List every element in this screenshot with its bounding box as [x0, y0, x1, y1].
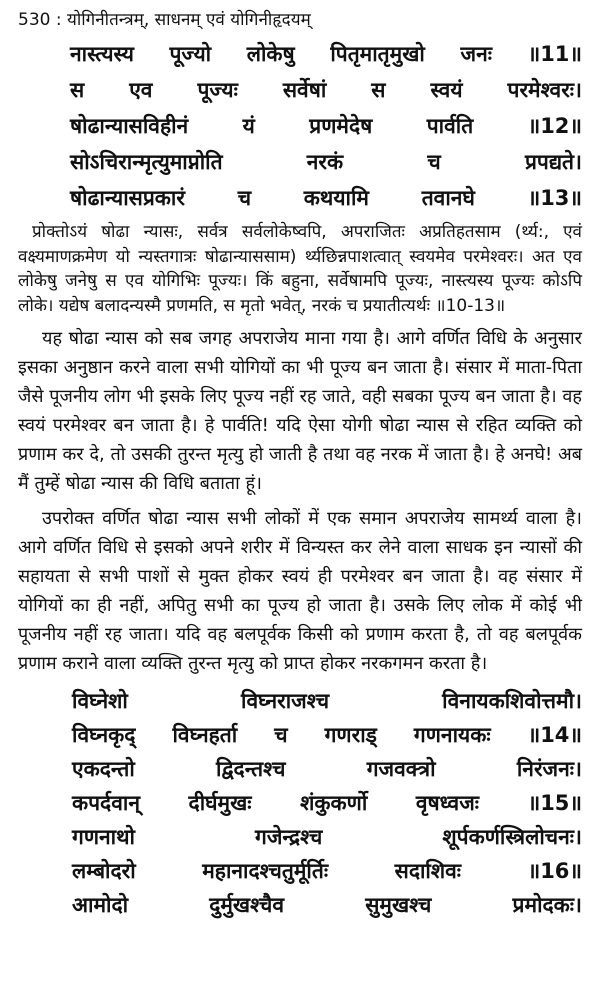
verse-line: स एव पूज्यः सर्वेषां स स्वयं परमेश्वरः। [70, 78, 582, 102]
header-separator: : [55, 10, 67, 30]
verse-line: एकदन्तो द्विदन्तश्च गजवक्त्रो निरंजनः। [72, 757, 582, 781]
verse-line: सोऽचिरान्मृत्युमाप्नोति नरकं च प्रपद्यते। [70, 150, 582, 174]
verse-block-bottom [18, 684, 582, 922]
verse-line: गणनाथो गजेन्द्रश्च शूर्पकर्णस्त्रिलोचनः। [72, 825, 582, 849]
book-title: योगिनीतन्त्रम्, साधनम् एवं योगिनीहृदयम् [67, 10, 311, 30]
page-number: 530 [18, 10, 51, 30]
verse-line: विघ्नकृद् विघ्नहर्ता च गणराड् गणनायकः ॥14॥ [72, 723, 582, 747]
verse-line: षोढान्यासप्रकारं च कथयामि तवानघे ॥13॥ [70, 186, 582, 210]
verse-block-top [18, 36, 582, 216]
hindi-paragraph: उपरोक्त वर्णित षोढा न्यास सभी लोकों में एक समान अपराजेय सामर्थ्य वाला है। आगे वर्णित विधि से इसको अपने शरीर में विन्यस्त कर लेने वाला साधक इन न्यासों की सहायता से सभी पाशों से मुक्त होकर स्वयं ही परमेश्वर बन जाता है। वह संसार में योगियों का ही नहीं, अपितु सभी का पूज्य हो जाता है। उसके लिए लोक में कोई भी पूजनीय नहीं रह जाता। यदि वह बलपूर्वक किसी को प्रणाम करता है, तो वह बलपूर्वक प्रणाम कराने वाला व्यक्ति तुरन्त मृत्यु को प्राप्त होकर नरकगमन करता है। [18, 508, 582, 674]
verse-line: विघ्नेशो विघ्नराजश्च विनायकशिवोत्तमौ। [72, 689, 582, 713]
hindi-paragraph: यह षोढा न्यास को सब जगह अपराजेय माना गया है। आगे वर्णित विधि के अनुसार इसका अनुष्ठान करने वाला सभी योगियों का भी पूज्य बन जाता है। संसार में माता-पिता जैसे पूजनीय लोग भी इसके लिए पूज्य नहीं रह जाते, वही सबका पूज्य बन जाता है। वह स्वयं परमेश्वर बन जाता है। हे पार्वति! यदि ऐसा योगी षोढा न्यास से रहित व्यक्ति को प्रणाम कर दे, तो उसकी तुरन्त मृत्यु हो जाती है तथा वह नरक में जाता है। हे अनघे! अब मैं तुम्हें षोढा न्यास की विधि बताता हूं। [18, 328, 582, 494]
sanskrit-commentary: प्रोक्तोऽयं षोढा न्यासः, सर्वत्र सर्वलोकेष्वपि, अपराजितः अप्रतिहतसाम (र्थ्य:, एवं वक्ष्यमाणक्रमेण यो न्यस्तगात्रः षोढान्याससाम) र्थ्यछिन्नपाशत्वात् स्वयमेव परमेश्वरः। अत एव लोकेषु जनेषु स एव योगिभिः पूज्यः। किं बहुना, सर्वेषामपि पूज्यः, नास्त्यस्य पूज्यः कोऽपि लोके। यद्येष बलादन्यस्मै प्रणमति, स मृतो भवेत्, नरकं च प्रयातीत्यर्थः ॥10-13॥ [18, 222, 582, 316]
verse-line: नास्त्यस्य पूज्यो लोकेषु पितृमातृमुखो जनः ॥11॥ [70, 42, 582, 66]
verse-line: आमोदो दुर्मुखश्चैव सुमुखश्च प्रमोदकः। [72, 893, 582, 917]
verse-line: षोढान्यासविहीनं यं प्रणमेदेष पार्वति ॥12॥ [70, 114, 582, 138]
verse-line: कपर्दवान् दीर्घमुखः शंकुकर्णो वृषध्वजः ॥15॥ [72, 791, 582, 815]
verse-line: लम्बोदरो महानादश्चतुर्मूर्तिः सदाशिवः ॥16॥ [72, 859, 582, 883]
running-header [18, 8, 582, 32]
